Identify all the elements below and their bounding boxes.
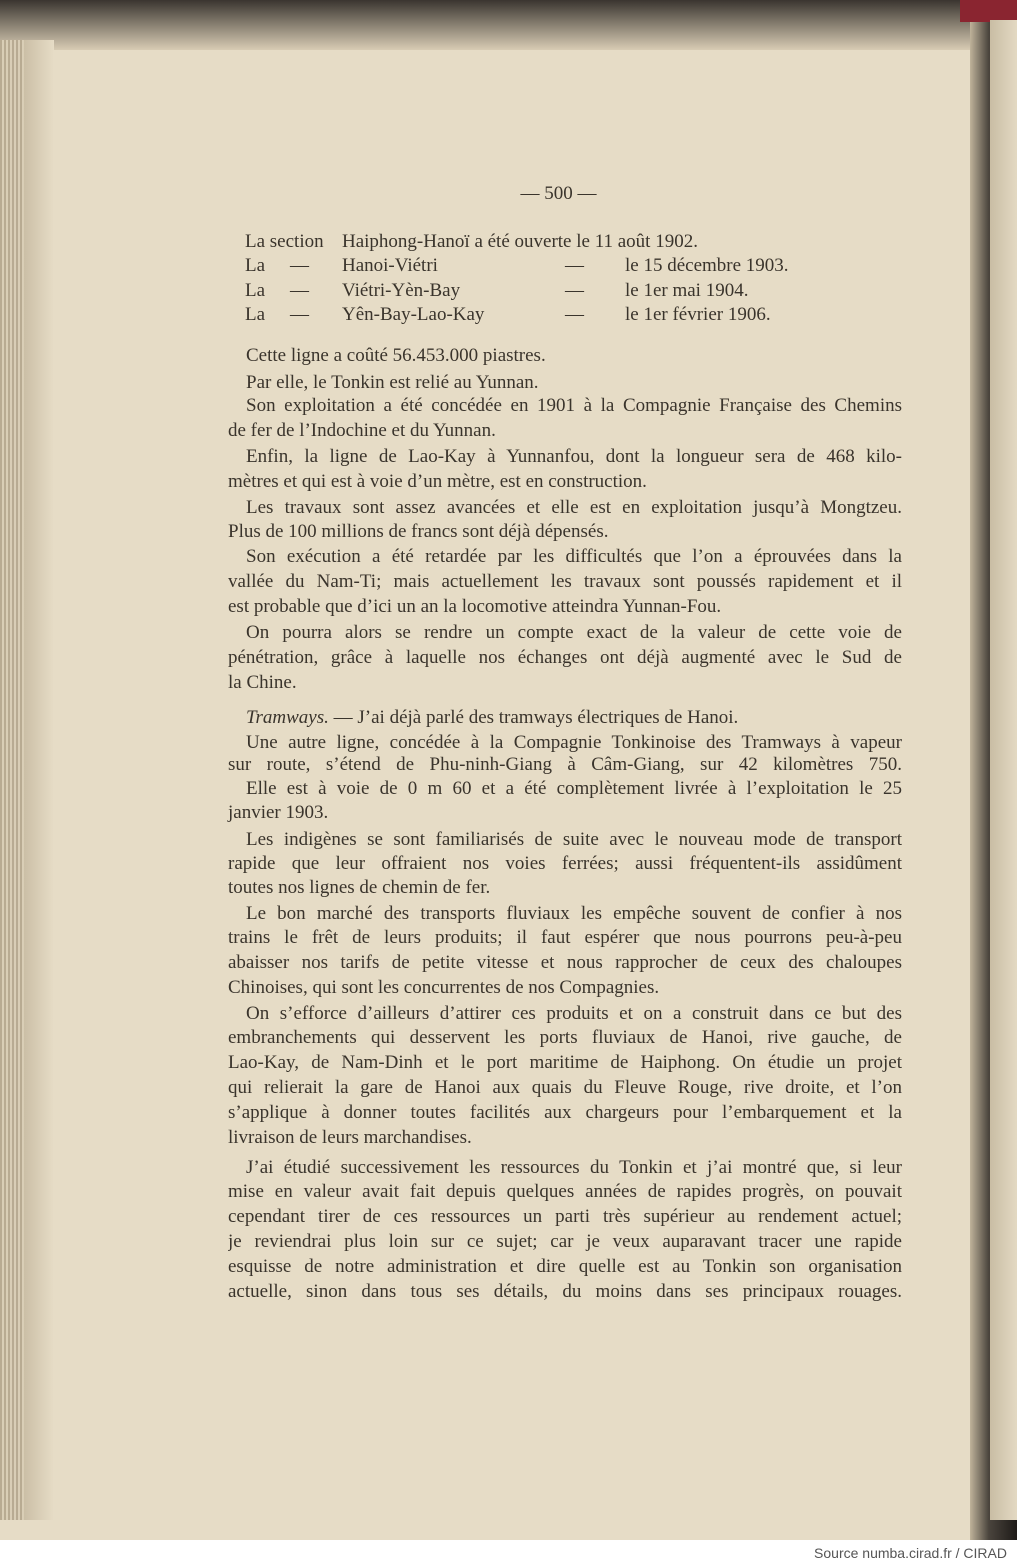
table-cell-c1: La bbox=[245, 255, 266, 276]
text-line: cependant tirer de ces ressources un parti très supérieur au rendement actuel; bbox=[228, 1206, 902, 1227]
text-line: Son exécution a été retardée par les difficultés que l’on a éprouvées dans la bbox=[246, 546, 902, 567]
text-line: esquisse de notre administration et dire quelle est au Tonkin son organisation bbox=[228, 1256, 902, 1277]
text-line: Les indigènes se sont familiarisés de suite avec le nouveau mode de transport bbox=[246, 829, 902, 850]
text-line: Par elle, le Tonkin est relié au Yunnan. bbox=[246, 372, 539, 393]
text-line: est probable que d’ici un an la locomotive atteindra Yunnan-Fou. bbox=[228, 596, 722, 617]
table-cell-c1: La bbox=[245, 280, 266, 301]
page-number: — 500 — bbox=[520, 183, 597, 204]
section-heading: Tramways. bbox=[246, 707, 329, 728]
table-cell-c3: — bbox=[565, 304, 584, 325]
text-line: de fer de l’Indochine et du Yunnan. bbox=[228, 420, 496, 441]
text-line: Plus de 100 millions de francs sont déjà dépensés. bbox=[228, 521, 609, 542]
text-line: je reviendrai plus loin sur ce sujet; car je veux auparavant tracer une rapide bbox=[228, 1231, 902, 1252]
source-credit: Source numba.cirad.fr / CIRAD bbox=[814, 1545, 1007, 1561]
table-cell-c3: — bbox=[565, 255, 584, 276]
page-stack-edge bbox=[0, 40, 24, 1520]
text-line: mise en valeur avait fait depuis quelques années de rapides progrès, on pouvait bbox=[228, 1181, 902, 1202]
text-line: toutes nos lignes de chemin de fer. bbox=[228, 877, 491, 898]
text-line: On pourra alors se rendre un compte exact de la valeur de cette voie de bbox=[246, 622, 902, 643]
text-line: Les travaux sont assez avancées et elle est en exploitation jusqu’à Mongtzeu. bbox=[246, 497, 902, 518]
text-line bbox=[246, 707, 902, 729]
text-line: qui relierait la gare de Hanoi aux quais du Fleuve Rouge, rive droite, et l’on bbox=[228, 1077, 902, 1098]
text-line: Son exploitation a été concédée en 1901 à la Compagnie Française des Chemins bbox=[246, 395, 902, 416]
text-line: Le bon marché des transports fluviaux les empêche souvent de confier à nos bbox=[246, 903, 902, 924]
line-text: — J’ai déjà parlé des tramways électriques de Hanoi. bbox=[328, 707, 739, 728]
table-cell-c4: le 1er février 1906. bbox=[625, 304, 771, 325]
table-cell-dash1: — bbox=[290, 304, 309, 325]
text-line: Une autre ligne, concédée à la Compagnie Tonkinoise des Tramways à vapeur bbox=[246, 732, 902, 753]
text-line: Elle est à voie de 0 m 60 et a été complètement livrée à l’exploitation le 25 bbox=[246, 778, 902, 799]
table-cell-c3: — bbox=[565, 280, 584, 301]
table-cell-c2: Viétri-Yèn-Bay bbox=[342, 280, 461, 301]
text-line: Chinoises, qui sont les concurrentes de nos Compagnies. bbox=[228, 977, 660, 998]
text-line: Lao-Kay, de Nam-Dinh et le port maritime de Haiphong. On étudie un projet bbox=[228, 1052, 902, 1073]
bookmark-ribbon bbox=[960, 0, 1017, 22]
text-line: livraison de leurs marchandises. bbox=[228, 1127, 472, 1148]
table-cell-c2: Haiphong-Hanoï a été ouverte le 11 août 1902. bbox=[342, 231, 698, 252]
text-line: mètres et qui est à voie d’un mètre, est en construction. bbox=[228, 471, 647, 492]
table-cell-c4: le 15 décembre 1903. bbox=[625, 255, 789, 276]
page-gutter-shadow bbox=[24, 40, 54, 1520]
text-line: la Chine. bbox=[228, 672, 297, 693]
text-line: s’applique à donner toutes facilités aux chargeurs pour l’embarquement et la bbox=[228, 1102, 902, 1123]
text-line: vallée du Nam-Ti; mais actuellement les travaux sont poussés rapidement et il bbox=[228, 571, 902, 592]
facing-page-edge bbox=[990, 20, 1017, 1520]
text-line: rapide que leur offraient nos voies ferrées; aussi fréquentent-ils assidûment bbox=[228, 853, 902, 874]
text-line: Cette ligne a coûté 56.453.000 piastres. bbox=[246, 345, 546, 366]
text-line: actuelle, sinon dans tous ses détails, du moins dans ses principaux rouages. bbox=[228, 1281, 902, 1302]
table-cell-dash1: — bbox=[290, 280, 309, 301]
text-line: trains le frêt de leurs produits; il faut espérer que nous pourrons peu-à-peu bbox=[228, 927, 902, 948]
text-line: pénétration, grâce à laquelle nos échanges ont déjà augmenté avec le Sud de bbox=[228, 647, 902, 668]
text-line: sur route, s’étend de Phu-ninh-Giang à Câm-Giang, sur 42 kilomètres 750. bbox=[228, 754, 902, 775]
text-line: janvier 1903. bbox=[228, 802, 329, 823]
text-line: Enfin, la ligne de Lao-Kay à Yunnanfou, dont la longueur sera de 468 kilo- bbox=[246, 446, 902, 467]
table-cell-c4: le 1er mai 1904. bbox=[625, 280, 749, 301]
table-cell-dash1: — bbox=[290, 255, 309, 276]
table-cell-c2: Hanoi-Viétri bbox=[342, 255, 438, 276]
text-line: J’ai étudié successivement les ressources du Tonkin et j’ai montré que, si leur bbox=[246, 1157, 902, 1178]
text-line: On s’efforce d’ailleurs d’attirer ces produits et on a construit dans ce but des bbox=[246, 1003, 902, 1024]
text-line: embranchements qui desservent les ports fluviaux de Hanoi, rive gauche, de bbox=[228, 1027, 902, 1048]
table-cell-c1: La section bbox=[245, 231, 324, 252]
table-cell-c2: Yên-Bay-Lao-Kay bbox=[342, 304, 485, 325]
text-line: abaisser nos tarifs de petite vitesse et nous rapprocher de ceux des chaloupes bbox=[228, 952, 902, 973]
top-shadow bbox=[0, 0, 1017, 50]
table-cell-c1: La bbox=[245, 304, 266, 325]
